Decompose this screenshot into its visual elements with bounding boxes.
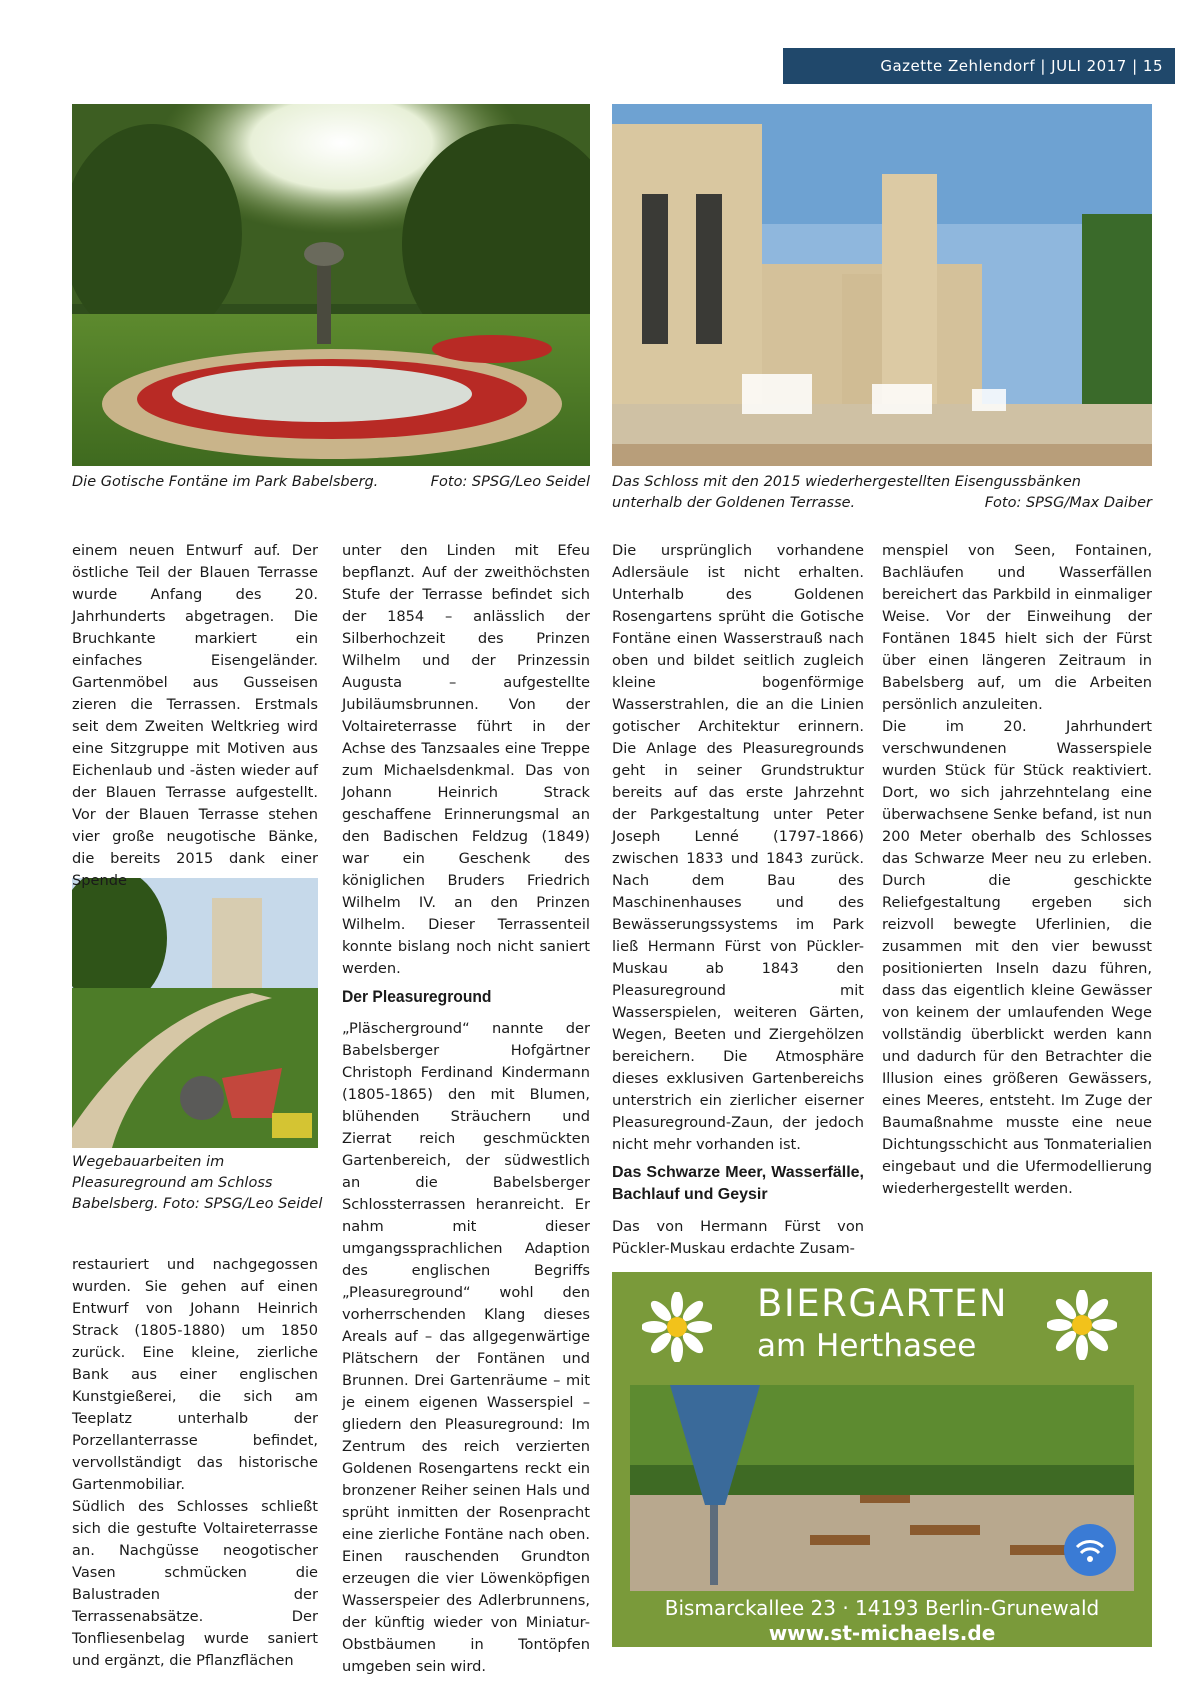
photo-gothic-fountain <box>72 104 590 466</box>
caption-fountain <box>72 472 590 493</box>
paragraph: „Pläscherground“ nannte der Babelsberger Hofgärtner Christoph Ferdinand Kindermann (1805-1865) den mit Blumen, blühenden Sträuchern und Zierrat reich geschmückten Gartenbereich, der südwestlich an die Babelsberger Schlossterrassen heranreicht. Er nahm mit dieser umgangssprachlichen Adaption des englischen Begriffs „Pleasureground“ wohl den vorherrschenden Klang dieses Areals auf – das allgegenwärtige Plätschern der Fontänen und Brunnen. Drei Gartenräume – mit je einem eigenen Wasserspiel – gliedern den Pleasureground: Im Zentrum des reich verzierten Goldenen Rosengartens reckt ein bronzener Reiher seinen Hals und sprüht inmitten der Rosenpracht eine zierliche Fontäne nach oben. Einen rauschenden Grundton erzeugen die vier Löwenköpfigen Wasserspeier des Adlerbrunnens, der künftig wieder von Miniatur-Obstbäumen in Tontöpfen umgeben sein wird. <box>342 1020 590 1675</box>
ad-title: BIERGARTEN <box>757 1282 1009 1325</box>
daisy-icon <box>1047 1290 1117 1360</box>
article-column-4 <box>882 540 1152 1200</box>
paragraph: unter den Linden mit Efeu bepflanzt. Auf der zweithöchsten Stufe der Terrasse befindet sich der 1854 – anlässlich der Silberhochzeit des Prinzen Wilhelm und der Prinzessin Augusta – aufgestellte Jubiläumsbrunnen. Von der Voltaireterrasse führt in der Achse des Tanzsaales eine Treppe zum Michaelsdenkmal. Das von Johann Heinrich Strack geschaffene Erinnerungsmal an den Badischen Feldzug (1849) war ein Geschenk des königlichen Bruders Friedrich Wilhelm IV. an den Prinzen Wilhelm. Dieser Terrassenteil konnte bislang noch nicht saniert werden. <box>342 542 590 977</box>
ad-address: Bismarckallee 23 · 14193 Berlin-Grunewald <box>664 1596 1100 1620</box>
caption-text: unterhalb der Goldenen Terrasse. <box>612 495 856 511</box>
caption-text: Babelsberg. Foto: SPSG/Leo Seidel <box>72 1196 323 1212</box>
photo-credit: Foto: SPSG/Leo Seidel <box>430 474 590 490</box>
paragraph: restauriert und nachgegossen wurden. Sie gehen auf einen Entwurf von Johann Heinrich Strack (1805-1880) um 1850 zurück. Eine kleine, zierliche Bank aus einer englischen Kunstgießerei, die sich am Teeplatz unterhalb der Porzellanterrasse befindet, vervollständigt das historische Gartenmobiliar. <box>72 1256 318 1493</box>
article-column-1-bottom <box>72 1254 318 1672</box>
section-heading: Der Pleasureground <box>342 987 492 1006</box>
ad-photo-beer-garden <box>630 1385 1134 1591</box>
paragraph: einem neuen Entwurf auf. Der östliche Teil der Blauen Terrasse wurde Anfang des 20. Jahrhunderts abgetragen. Die Bruchkante markiert ein einfaches Eisengeländer. Gartenmöbel aus Gusseisen zieren die Terrassen. Erstmals seit dem Zweiten Weltkrieg wird eine Sitzgruppe mit Motiven aus Eichenlaub und -ästen wieder auf der Blauen Terrasse aufgestellt. Vor der Blauen Terrasse stehen vier große neugotische Bänke, die bereits 2015 dank einer Spende <box>72 542 318 889</box>
caption-castle <box>612 472 1152 514</box>
paragraph: Die ursprünglich vorhandene Adlersäule ist nicht erhalten. Unterhalb des Goldenen Rosengartens sprüht die Gotische Fontäne einen Wasserstrauß nach oben und bildet seitlich zugleich kleine bogenförmige Wasserstrahlen, die an die Linien gotischer Architektur erinnern. Die Anlage des Pleasuregrounds geht in seiner Grundstruktur bereits auf das erste Jahrzehnt der Parkgestaltung unter Peter Joseph Lenné (1797-1866) zwischen 1833 und 1843 zurück. Nach dem Bau des Maschinenhauses und des Bewässerungssystems im Park ließ Hermann Fürst von Pückler-Muskau ab 1843 den Pleasureground mit Wasserspielen, weiteren Gärten, Wegen, Beeten und Ziergehölzen bereichern. Die Atmosphäre dieses exklusiven Gartenbereichs unterstrich ein zierlicher eiserner Pleasureground-Zaun, der jedoch nicht mehr vorhanden ist. <box>612 542 864 1153</box>
caption-text: Pleasureground am Schloss <box>72 1175 273 1191</box>
header-text: Gazette Zehlendorf | JULI 2017 | 15 <box>880 57 1163 75</box>
paragraph: menspiel von Seen, Fontainen, Bachläufen und Wasserfällen bereichert das Parkbild in einmaliger Weise. Vor der Einweihung der Fontänen 1845 hielt sich der Fürst über einen längeren Zeitraum in Babelsberg auf, um die Arbeiten persönlich anzuleiten. <box>882 542 1152 713</box>
article-column-3 <box>612 540 864 1260</box>
paragraph: Südlich des Schlosses schließt sich die gestufte Voltaireterrasse an. Nachgüsse neogotischer Vasen schmücken die Balustraden der Terrassenabsätze. Der Tonfliesenbelag wurde saniert und ergänzt, die Pflanzflächen <box>72 1498 318 1669</box>
advertisement-biergarten <box>612 1272 1152 1647</box>
caption-text: Die Gotische Fontäne im Park Babelsberg. <box>72 474 379 490</box>
photo-path-construction <box>72 878 318 1148</box>
caption-path <box>72 1152 332 1215</box>
page-header <box>783 48 1175 84</box>
ad-website-link[interactable]: www.st-michaels.de <box>768 1621 996 1645</box>
section-heading: Das Schwarze Meer, Wasserfälle, Bachlauf und Geysir <box>612 1164 864 1203</box>
paragraph: Das von Hermann Fürst von Pückler-Muskau erdachte Zusam- <box>612 1218 864 1257</box>
photo-credit: Foto: SPSG/Max Daiber <box>984 495 1152 511</box>
daisy-icon <box>642 1292 712 1362</box>
article-column-1-top <box>72 540 318 892</box>
article-column-2 <box>342 540 590 1678</box>
caption-text: Das Schloss mit den 2015 wiederhergestellten Eisengussbänken <box>612 474 1081 490</box>
ad-subtitle: am Herthasee <box>757 1328 977 1364</box>
photo-castle-benches <box>612 104 1152 466</box>
caption-text: Wegebauarbeiten im <box>72 1154 225 1170</box>
paragraph: Die im 20. Jahrhundert verschwundenen Wasserspiele wurden Stück für Stück reaktiviert. Dort, wo sich jahrzehntelang eine überwachsene Senke befand, ist nun 200 Meter oberhalb des Schlosses das Schwarze Meer neu zu erleben. Durch die geschickte Reliefgestaltung ergeben sich reizvoll bewegte Uferlinien, die zusammen mit den vier bewusst positionierten Inseln dazu führen, dass das eigentlich kleine Gewässer von keinem der umlaufenden Wege vollständig überblickt werden kann und dadurch für den Betrachter die Illusion eines größeren Gewässers, eines Meeres, entsteht. Im Zuge der Baumaßnahme musste eine neue Dichtungsschicht aus Tonmaterialien eingebaut und die Ufermodellierung wiederhergestellt werden. <box>882 718 1153 1197</box>
